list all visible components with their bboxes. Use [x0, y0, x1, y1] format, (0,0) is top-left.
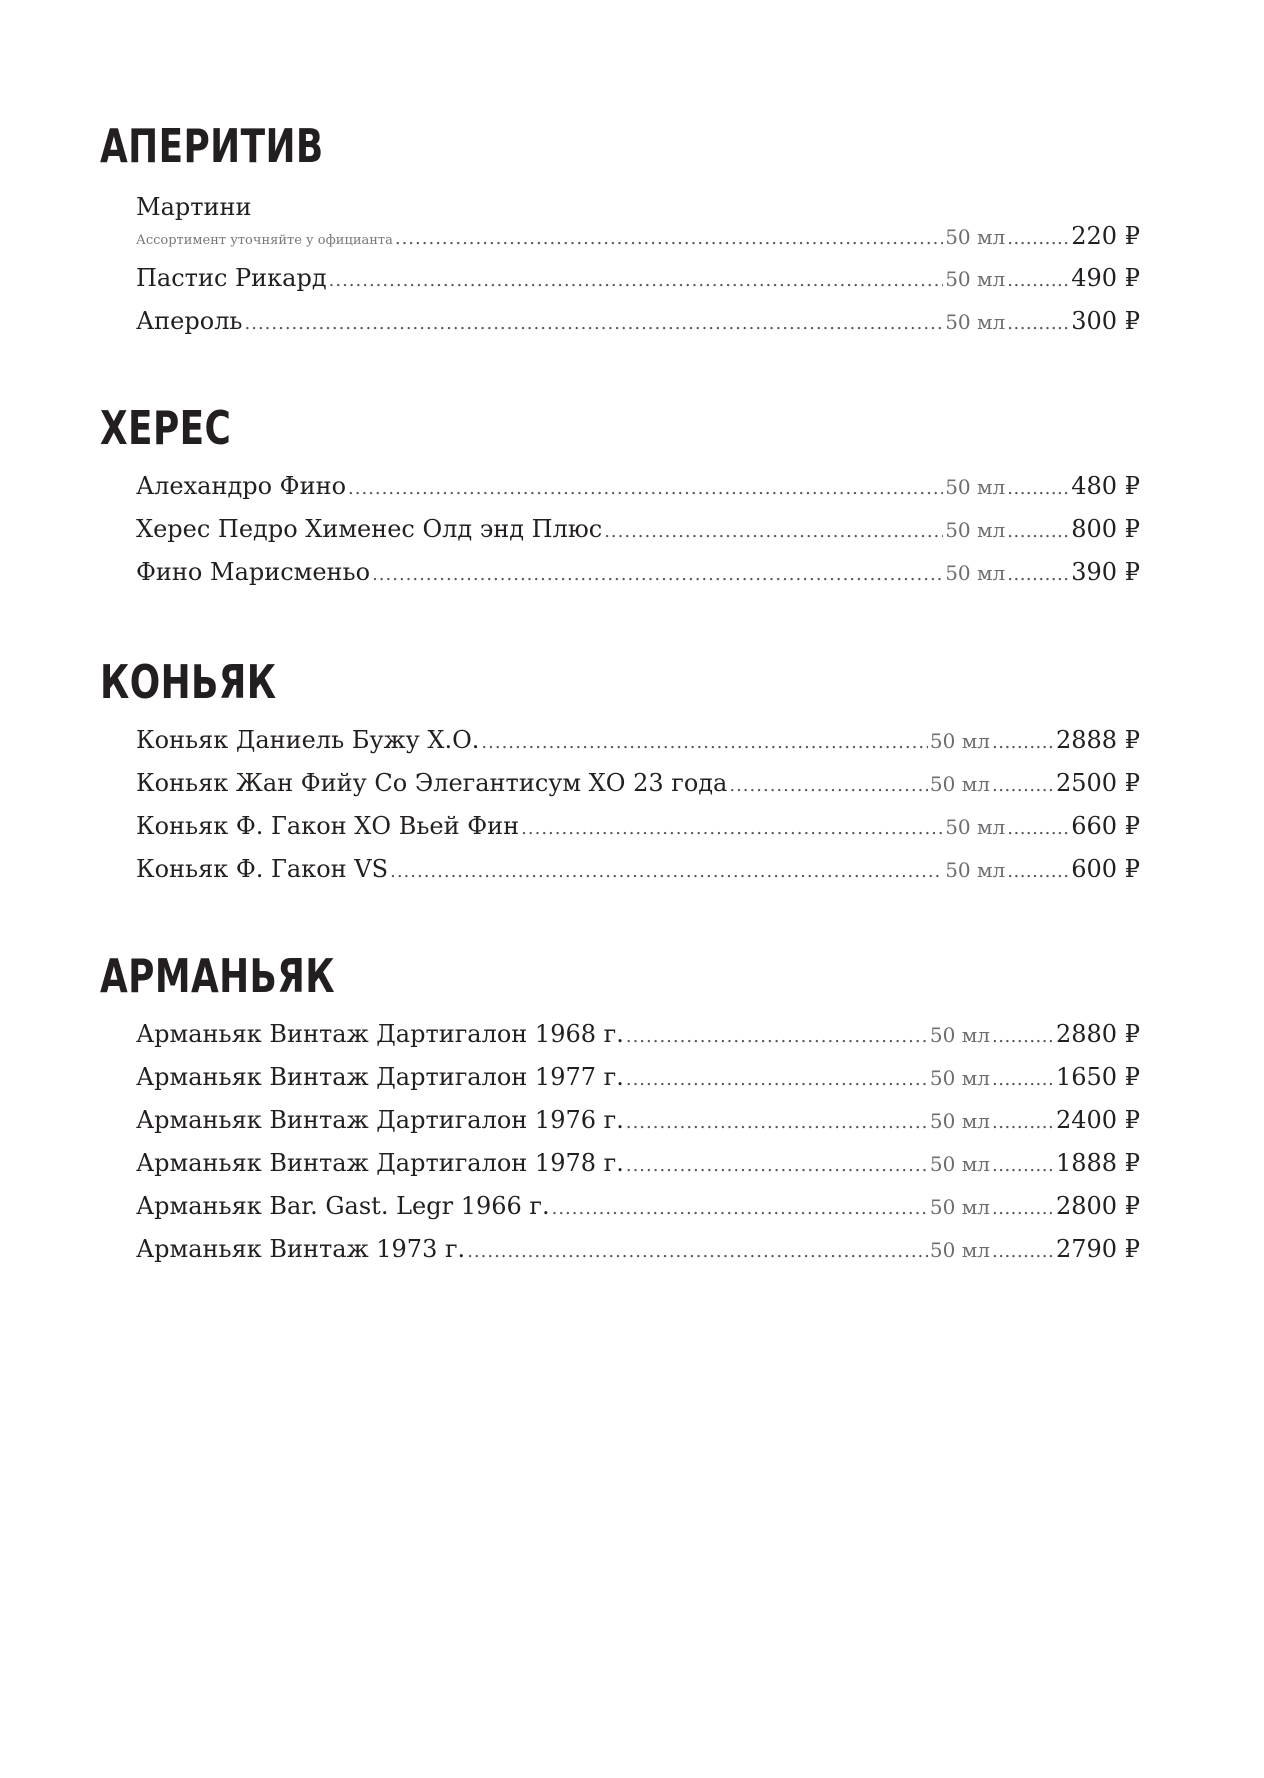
- item-price: 800 ₽: [1071, 515, 1140, 543]
- dot-leader: [992, 1241, 1054, 1262]
- item-price: 2800 ₽: [1056, 1192, 1140, 1220]
- item-name: Херес Педро Хименес Олд энд Плюс: [136, 515, 603, 543]
- dot-leader: [729, 775, 928, 796]
- item-name: Арманьяк Винтаж Дартигалон 1978 г.: [136, 1149, 624, 1177]
- item-name: Арманьяк Bar. Gast. Legr 1966 г.: [136, 1192, 550, 1220]
- menu-item: [136, 1106, 1140, 1149]
- item-name: Коньяк Ф. Гакон VS: [136, 855, 389, 883]
- dot-leader: [626, 1155, 928, 1176]
- item-price: 2790 ₽: [1056, 1235, 1140, 1263]
- dot-leader: [1007, 228, 1069, 249]
- item-volume: 50 мл: [929, 729, 990, 753]
- dot-leader: [1007, 313, 1069, 334]
- item-name: Коньяк Даниель Бужу Х.О.: [136, 726, 480, 754]
- item-volume: 50 мл: [929, 772, 990, 796]
- menu-item: [136, 307, 1140, 350]
- dot-leader: [1007, 521, 1069, 542]
- menu-item: [136, 515, 1140, 558]
- menu-item: [136, 855, 1140, 898]
- item-volume: 50 мл: [945, 815, 1006, 839]
- menu-item: [136, 812, 1140, 855]
- item-list: [136, 1020, 1140, 1278]
- item-price: 390 ₽: [1071, 558, 1140, 586]
- menu-item: [136, 1063, 1140, 1106]
- item-volume: 50 мл: [945, 310, 1006, 334]
- dot-leader: [626, 1069, 928, 1090]
- item-volume: 50 мл: [945, 475, 1006, 499]
- item-list: [136, 726, 1140, 898]
- item-volume: 50 мл: [929, 1152, 990, 1176]
- dot-leader: [626, 1026, 928, 1047]
- menu-item: [136, 769, 1140, 812]
- item-price: 1888 ₽: [1056, 1149, 1140, 1177]
- item-volume: 50 мл: [929, 1195, 990, 1219]
- item-volume: 50 мл: [929, 1023, 990, 1047]
- item-name: Арманьяк Винтаж 1973 г.: [136, 1235, 466, 1263]
- item-price: 2888 ₽: [1056, 726, 1140, 754]
- dot-leader: [1007, 818, 1069, 839]
- item-volume: 50 мл: [929, 1109, 990, 1133]
- item-name: Алехандро Фино: [136, 472, 347, 500]
- dot-leader: [390, 861, 943, 882]
- item-price: 480 ₽: [1071, 472, 1140, 500]
- item-name: Фино Марисменьо: [136, 558, 371, 586]
- item-name: Арманьяк Винтаж Дартигалон 1968 г.: [136, 1020, 624, 1048]
- item-name: Мартини: [136, 193, 252, 221]
- section-title: АПЕРИТИВ: [100, 119, 324, 173]
- menu-item: [136, 1020, 1140, 1063]
- item-price: 2880 ₽: [1056, 1020, 1140, 1048]
- item-price: 1650 ₽: [1056, 1063, 1140, 1091]
- item-volume: 50 мл: [945, 561, 1006, 585]
- menu-item: [136, 726, 1140, 769]
- item-note: Ассортимент уточняйте у официанта: [136, 233, 393, 248]
- menu-item: [136, 1235, 1140, 1278]
- dot-leader: [552, 1198, 928, 1219]
- dot-leader: [992, 1198, 1054, 1219]
- item-price: 660 ₽: [1071, 812, 1140, 840]
- dot-leader: [395, 228, 943, 249]
- dot-leader: [992, 1026, 1054, 1047]
- menu-item: [136, 472, 1140, 515]
- item-volume: 50 мл: [929, 1066, 990, 1090]
- dot-leader: [626, 1112, 928, 1133]
- section-title: КОНЬЯК: [100, 655, 277, 709]
- dot-leader: [604, 521, 943, 542]
- item-price: 300 ₽: [1071, 307, 1140, 335]
- menu-item: [136, 1149, 1140, 1192]
- item-price: 2400 ₽: [1056, 1106, 1140, 1134]
- item-volume: 50 мл: [945, 518, 1006, 542]
- dot-leader: [992, 732, 1054, 753]
- item-volume: 50 мл: [945, 267, 1006, 291]
- dot-leader: [1007, 270, 1069, 291]
- menu-item: [136, 558, 1140, 601]
- dot-leader: [521, 818, 943, 839]
- item-name: Коньяк Ф. Гакон ХО Вьей Фин: [136, 812, 520, 840]
- item-name: Арманьяк Винтаж Дартигалон 1977 г.: [136, 1063, 624, 1091]
- item-price: 2500 ₽: [1056, 769, 1140, 797]
- dot-leader: [992, 1069, 1054, 1090]
- item-name: Апероль: [136, 307, 243, 335]
- section-sherry: [100, 400, 1140, 601]
- menu-item: [136, 1192, 1140, 1235]
- item-name: Арманьяк Винтаж Дартигалон 1976 г.: [136, 1106, 624, 1134]
- section-title: ХЕРЕС: [100, 401, 232, 455]
- dot-leader: [467, 1241, 928, 1262]
- item-list: [136, 192, 1140, 350]
- item-price: 490 ₽: [1071, 264, 1140, 292]
- section-title: АРМАНЬЯК: [100, 949, 335, 1003]
- item-price: 220 ₽: [1071, 222, 1140, 250]
- menu-item: [136, 192, 1140, 264]
- section-aperitif: [100, 118, 1140, 350]
- dot-leader: [992, 1112, 1054, 1133]
- dot-leader: [329, 270, 944, 291]
- item-name: Коньяк Жан Фийу Со Элегантисум ХО 23 года: [136, 769, 728, 797]
- dot-leader: [1007, 861, 1069, 882]
- dot-leader: [1007, 478, 1069, 499]
- item-price: 600 ₽: [1071, 855, 1140, 883]
- dot-leader: [992, 775, 1054, 796]
- dot-leader: [245, 313, 944, 334]
- dot-leader: [1007, 564, 1069, 585]
- item-list: [136, 472, 1140, 601]
- dot-leader: [348, 478, 943, 499]
- dot-leader: [372, 564, 943, 585]
- menu-item: [136, 264, 1140, 307]
- item-volume: 50 мл: [945, 858, 1006, 882]
- item-volume: 50 мл: [929, 1238, 990, 1262]
- item-volume: 50 мл: [945, 225, 1006, 249]
- dot-leader: [992, 1155, 1054, 1176]
- item-name: Пастис Рикард: [136, 264, 327, 292]
- section-armagnac: [100, 948, 1140, 1278]
- dot-leader: [481, 732, 928, 753]
- section-cognac: [100, 654, 1140, 898]
